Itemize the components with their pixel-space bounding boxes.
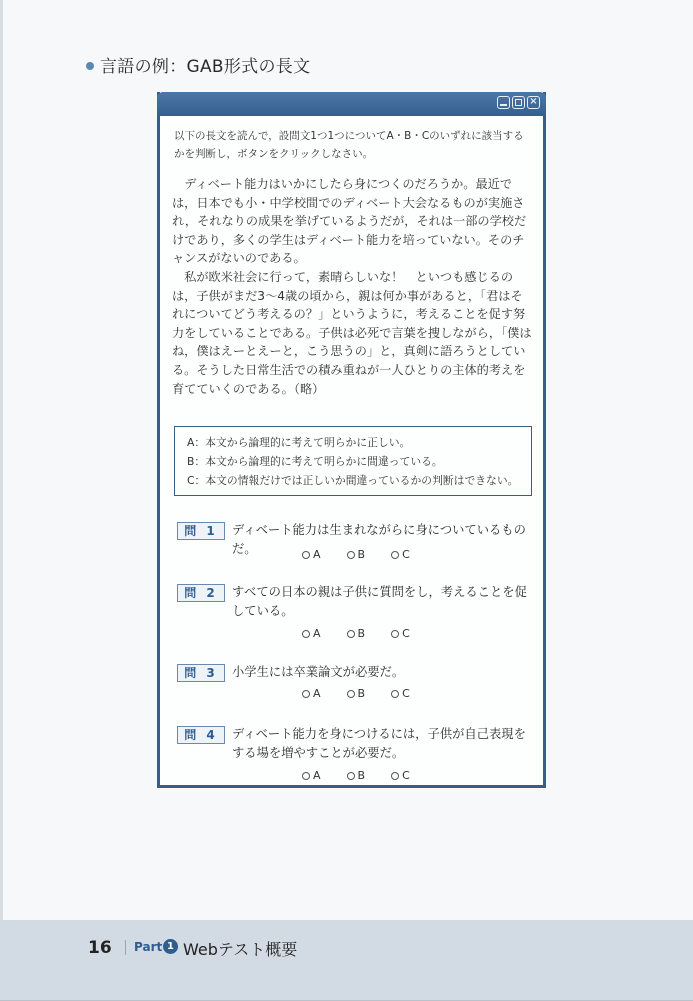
answer-options [302,769,410,782]
passage-paragraph: 私が欧米社会に行って，素晴らしいな！ といつも感じるのは，子供がまだ3〜4歳の頃から，親は何か事があると，「君はそれについてどう考えるの？」というように，考えることを促す努力をしていることである。子供は必死で言葉を捜しながら，「僕はね，僕はえーとえーと，こう思うの」と，真剣に語ろうとしている。そうした日常生活での積み重ねが一人ひとりの主体的考えを育てていくのである。（略） [172,269,532,396]
window-controls [497,96,540,109]
test-window [157,92,546,788]
radio-icon[interactable] [391,630,399,638]
instructions-text: 以下の長文を読んで，設問文1つ1つについてA・B・Cのいずれに該当するかを判断し，ボタンをクリックしなさい。 [174,130,524,160]
option-c[interactable]: C [391,769,410,782]
option-a[interactable]: A [302,769,321,782]
question-label: 問 3 [177,664,225,682]
option-a[interactable]: A [302,548,321,561]
radio-icon[interactable] [391,690,399,698]
option-c[interactable]: C [391,627,410,640]
answer-options [302,548,410,561]
page-edge [0,0,3,1000]
page-footer [0,920,693,1001]
minimize-icon[interactable] [497,96,510,109]
radio-icon[interactable] [391,551,399,559]
question-text: ディベート能力を身につけるには，子供が自己表現をする場を増やすことが必要だ。 [232,727,526,760]
bullet-icon [86,62,94,70]
radio-icon[interactable] [391,772,399,780]
passage-paragraph: ディベート能力はいかにしたら身につくのだろうか。最近では，日本でも小・中学校間でのディベート大会なるものが実施され，それなりの成果を挙げているようだが，それは一部の学校だけであり，多くの学生はディベート能力を培っていない。そのチャンスがないのである。 [172,177,527,266]
radio-icon[interactable] [347,630,355,638]
question-text: 小学生には卒業論文が必要だ。 [232,665,405,679]
option-a[interactable]: A [302,687,321,700]
legend-b: B：本文から論理的に考えて明らかに間違っている。 [187,455,443,468]
question-label: 問 1 [177,522,225,540]
answer-legend [174,426,532,496]
option-b[interactable]: B [347,627,366,640]
question-text: ディベート能力は生まれながらに身についているものだ。 [232,523,526,556]
question-text: すべての日本の親は子供に質問をし，考えることを促している。 [232,585,527,618]
radio-icon[interactable] [347,551,355,559]
maximize-icon[interactable] [512,96,525,109]
legend-a: A：本文から論理的に考えて明らかに正しい。 [187,436,411,449]
option-b[interactable]: B [347,687,366,700]
option-c[interactable]: C [391,548,410,561]
close-icon[interactable]: × [527,96,540,109]
chapter-title: Webテスト概要 [183,940,298,959]
option-b[interactable]: B [347,769,366,782]
answer-options [302,687,410,700]
window-titlebar [157,92,546,116]
radio-icon[interactable] [302,690,310,698]
option-a[interactable]: A [302,627,321,640]
page-number: 16 [88,938,112,958]
footer-divider [125,940,126,955]
question-label: 問 2 [177,584,225,602]
question-label: 問 4 [177,726,225,744]
radio-icon[interactable] [347,772,355,780]
section-heading [86,52,310,77]
radio-icon[interactable] [302,551,310,559]
option-c[interactable]: C [391,687,410,700]
radio-icon[interactable] [347,690,355,698]
radio-icon[interactable] [302,772,310,780]
radio-icon[interactable] [302,630,310,638]
answer-options [302,627,410,640]
option-b[interactable]: B [347,548,366,561]
part-label: Part [134,940,163,954]
heading-text: 言語の例：GAB形式の長文 [100,57,311,77]
legend-c: C：本文の情報だけでは正しいか間違っているかの判断はできない。 [187,474,519,487]
part-number-badge: 1 [163,939,178,954]
reading-passage [172,175,534,398]
